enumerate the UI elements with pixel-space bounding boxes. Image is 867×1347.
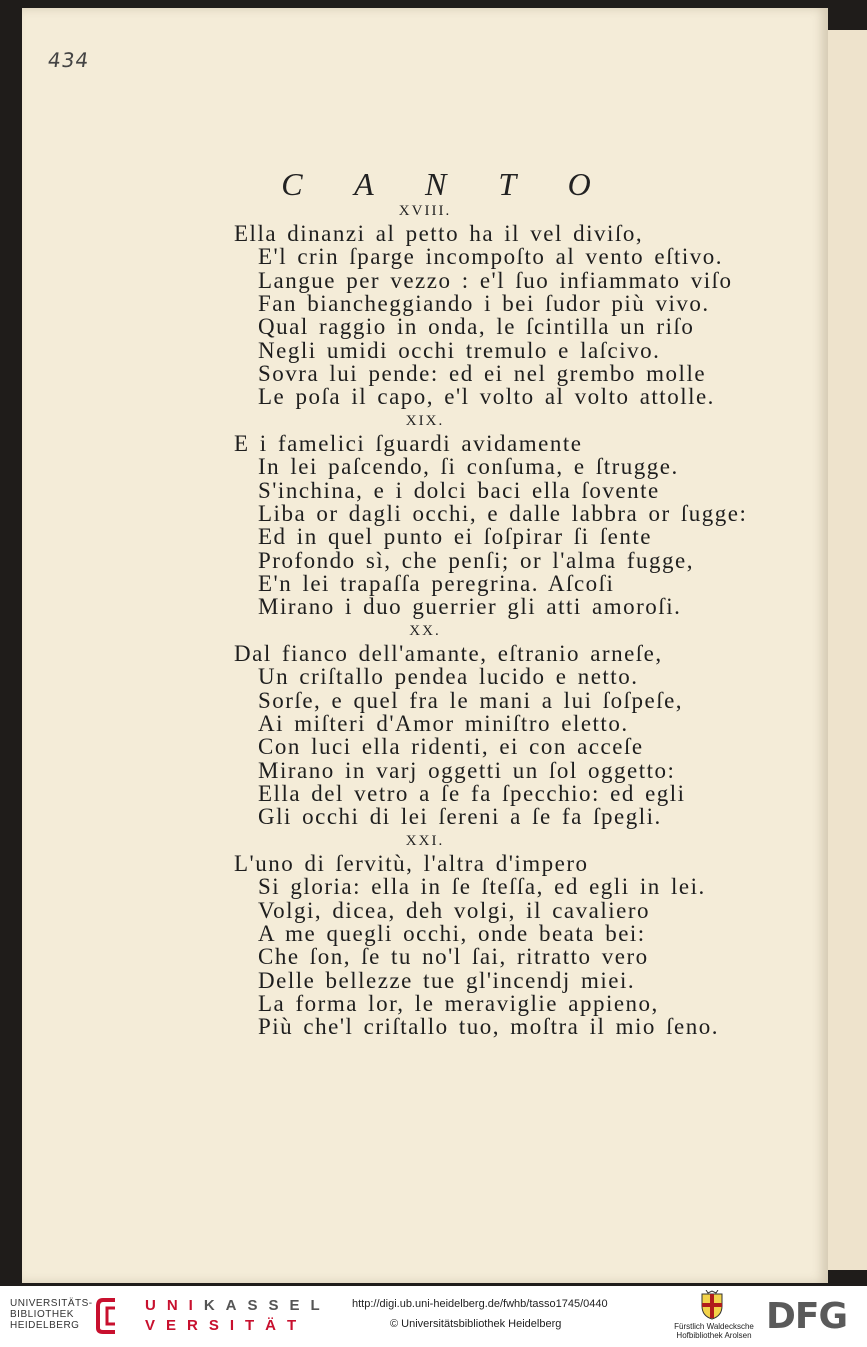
source-url-link[interactable]: http://digi.ub.uni-heidelberg.de/fwhb/tasso1745/0440 [352,1298,608,1310]
verse-line: Profondo sì, che penſi; or l'alma fugge, [258,547,695,573]
kassel-logo: UNIKASSEL VERSITÄT [145,1297,331,1334]
verse-line: Sovra lui pende: ed ei nel grembo molle [258,360,707,386]
verse-line: Si gloria: ella in ſe ſteſſa, ed egli in lei. [258,874,706,900]
copyright-notice: © Universitätsbibliothek Heidelberg [390,1318,562,1330]
verse-line: S'inchina, e i dolci baci ella ſovente [258,477,660,503]
stanza-number: XX. [409,623,441,639]
footer-bar [0,1286,867,1347]
page-number: 434 [46,48,91,72]
verse-line: Ella del vetro a ſe fa ſpecchio: ed egli [258,780,686,806]
verse-line: In lei paſcendo, ſi conſuma, e ſtrugge. [258,454,679,480]
heidelberg-library-name: UNIVERSITÄTS- BIBLIOTHEK HEIDELBERG [10,1298,93,1331]
verse-line: Fan biancheggiando i bei ſudor più vivo. [258,290,710,316]
stanza-number: XXI. [405,833,445,849]
heidelberg-logo-icon [95,1296,121,1336]
verse-line: Le poſa il capo, e'l volto al volto attolle. [258,384,715,410]
verse-line: Con luci ella ridenti, ei con acceſe [258,734,644,760]
verse-line: Ed in quel punto ei ſoſpirar ſi ſente [258,524,652,550]
verse-line: Che ſon, ſe tu no'l ſai, ritratto vero [258,944,649,970]
verse-line: Dal fianco dell'amante, eſtranio arneſe, [234,641,663,666]
verse-line: L'uno di ſervitù, l'altra d'impero [234,851,589,876]
arolsen-crest-icon [700,1290,724,1320]
verse-line: Un criſtallo pendea lucido e netto. [258,664,639,690]
stanza-number: XVIII. [398,203,452,219]
book-page [22,8,828,1283]
verse-line: E i famelici ſguardi avidamente [234,431,583,456]
verse-line: Ai miſteri d'Amor miniſtro eletto. [258,710,629,736]
verse-line: La forma lor, le meraviglie appieno, [258,990,659,1016]
dfg-logo: DFG [766,1296,848,1337]
verse-line: Volgi, dicea, deh volgi, il cavaliero [258,897,650,923]
stanza-number: XIX. [405,413,445,429]
verse-line: Qual raggio in onda, le ſcintilla un riſo [258,314,695,340]
verse-line: Langue per vezzo : e'l ſuo infiammato viſo [258,267,733,293]
verse-line: Mirano i duo guerrier gli atti amoroſi. [258,594,682,620]
verse-line: Negli umidi occhi tremulo e laſcivo. [258,337,661,363]
verse-line: Sorſe, e quel fra le mani a lui ſoſpeſe, [258,687,684,713]
verse-line: E'n lei trapaſſa peregrina. Aſcoſi [258,570,615,596]
verse-line: E'l crin ſparge incompoſto al vento eſtivo. [258,244,723,270]
canto-title: C A N T O [281,166,613,202]
arolsen-library-name: Fürstlich Waldecksche Hofbibliothek Arolsen [674,1322,754,1340]
verse-line: Delle bellezze tue gl'incendj miei. [258,967,636,993]
verse-line: Più che'l criſtallo tuo, moſtra il mio ſeno. [258,1014,719,1040]
verse-line: Ella dinanzi al petto ha il vel diviſo, [234,221,644,246]
verse-line: Gli occhi di lei ſereni a ſe fa ſpegli. [258,804,662,830]
verse-line: A me quegli occhi, onde beata bei: [258,920,646,946]
verse-line: Mirano in varj oggetti un ſol oggetto: [258,757,676,783]
verse-line: Liba or dagli occhi, e dalle labbra or ſugge: [258,500,748,526]
